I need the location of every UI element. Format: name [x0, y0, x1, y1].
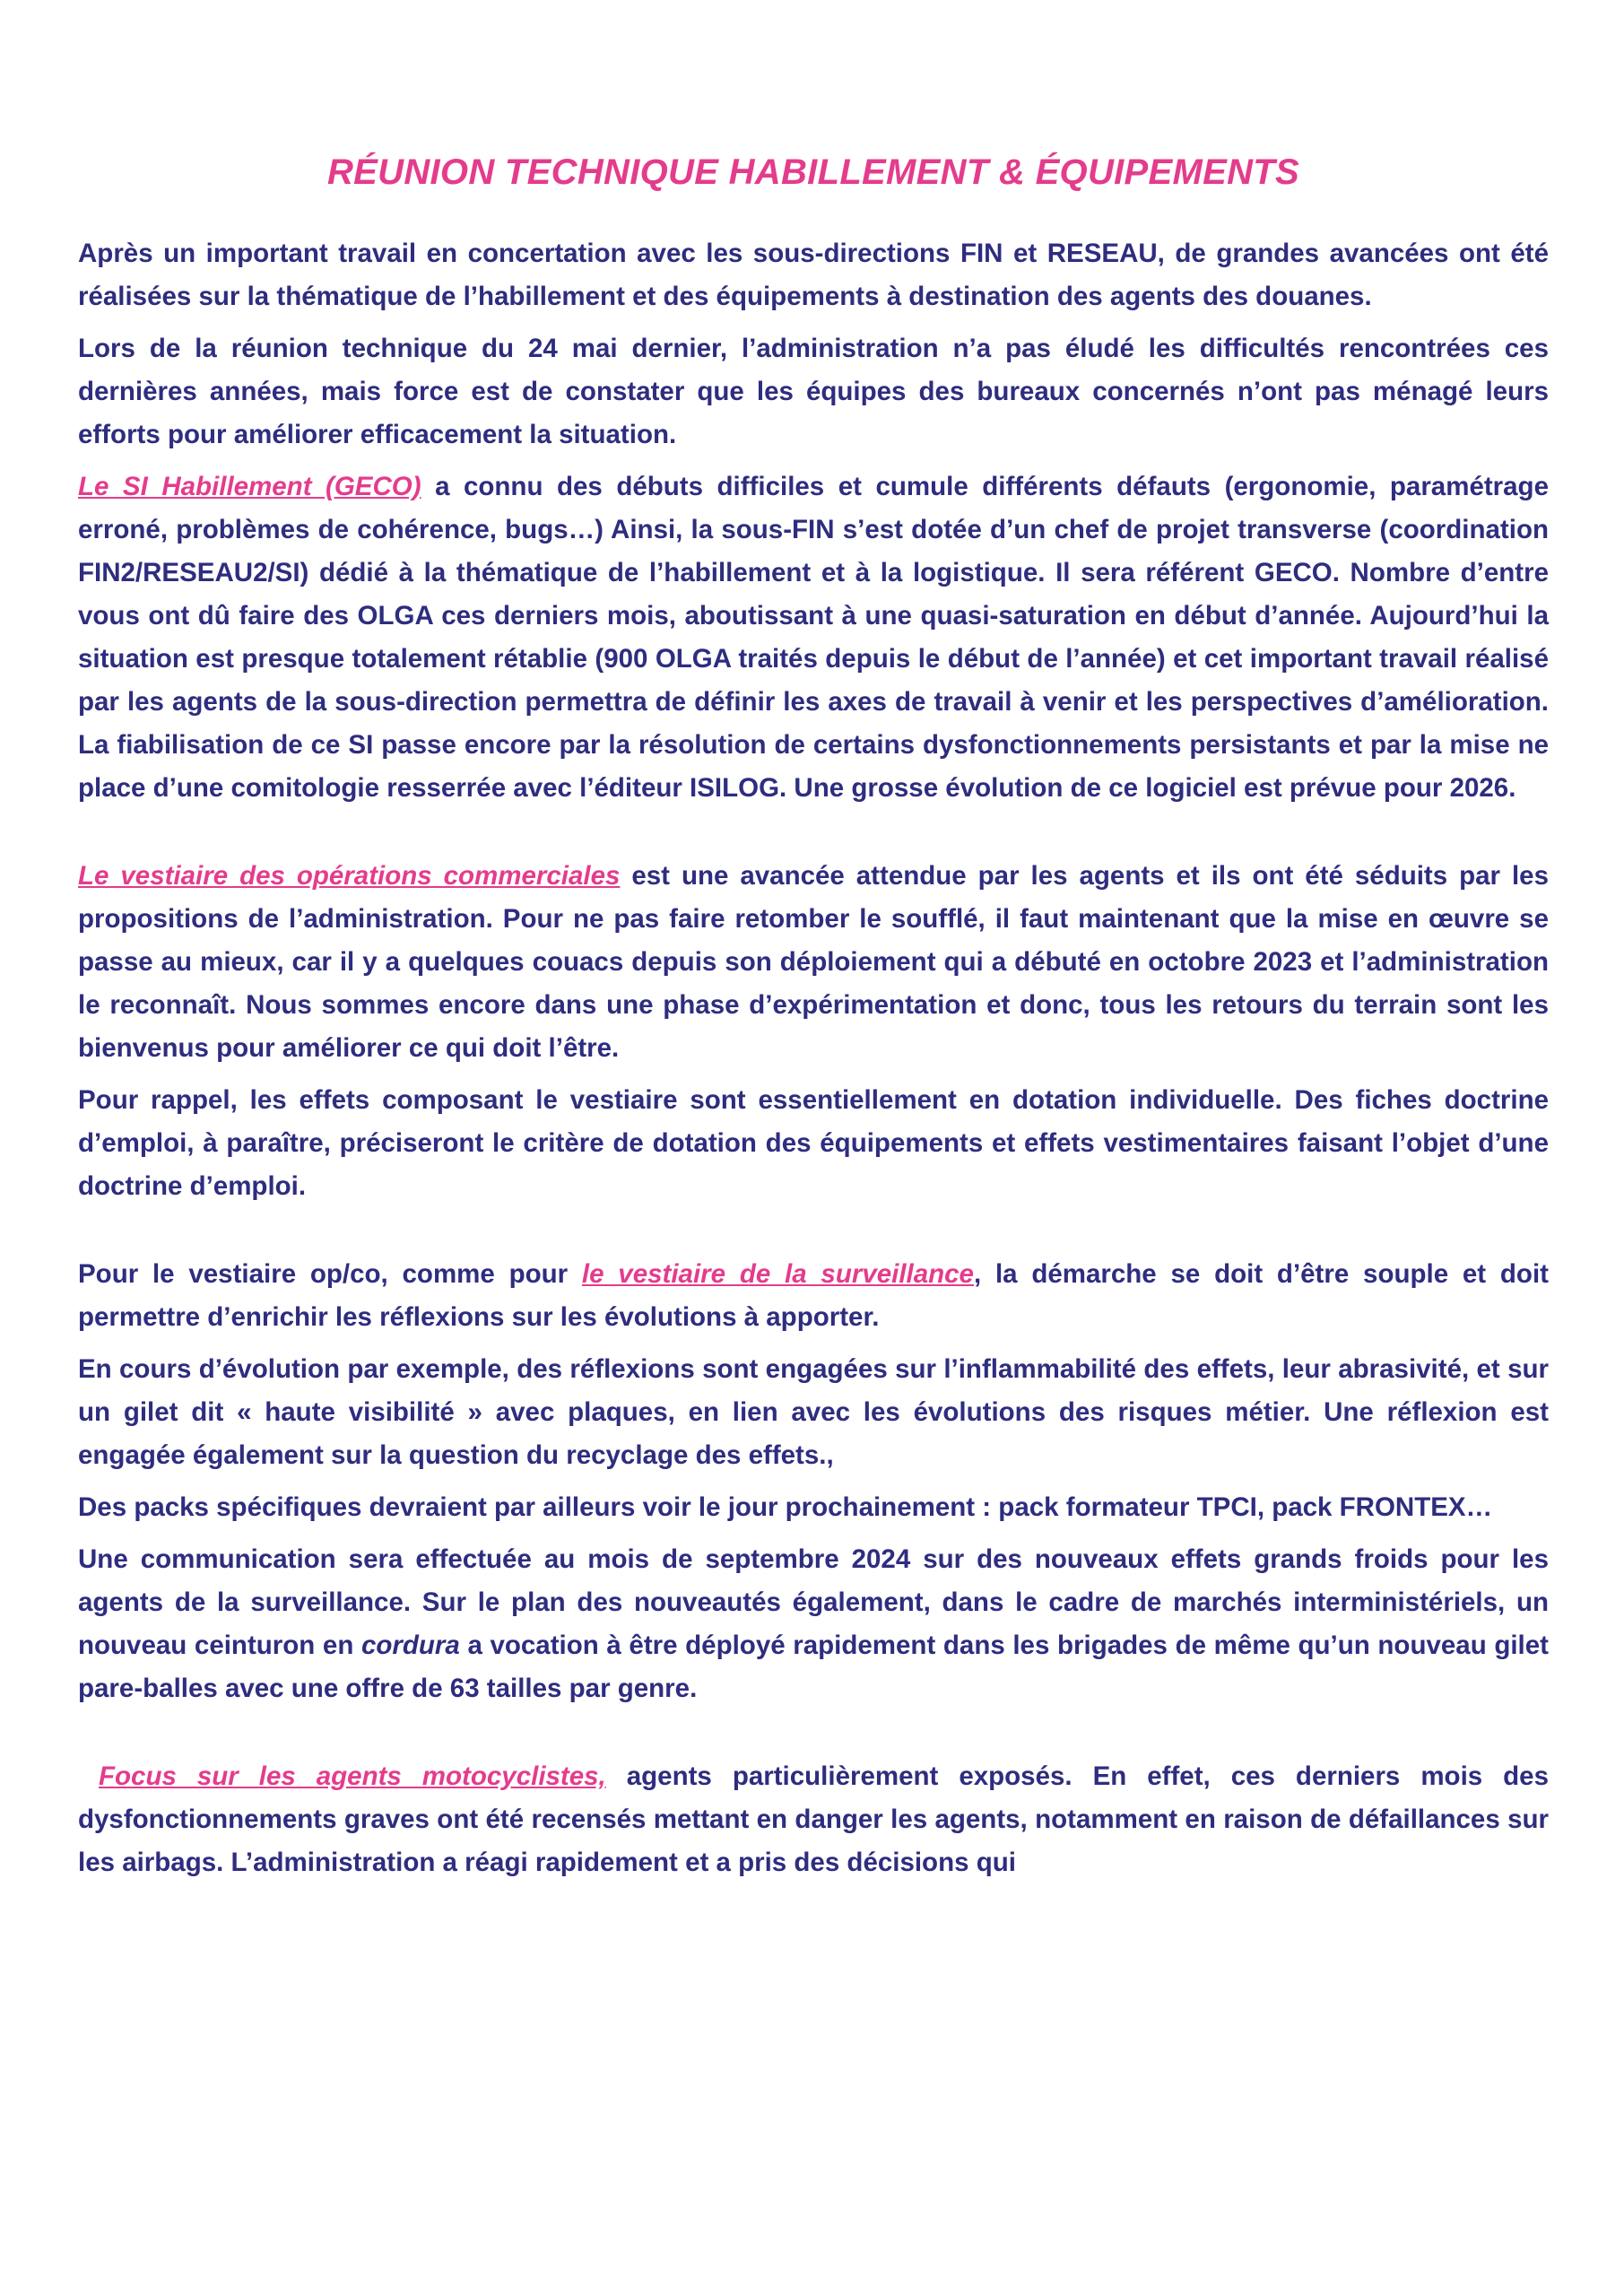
cordura-term: cordura: [360, 1631, 460, 1660]
paragraph-intro: Après un important travail en concertation avec les sous-directions FIN et RESEAU, de grandes avancées ont été réalisées sur la thématique de l’habillement et des équipements à destination des agents des douanes.: [78, 239, 1549, 311]
link-vestiaire-opco[interactable]: Le vestiaire des opérations commerciales: [78, 861, 621, 891]
paragraph-motocyclistes-text: agents particulièrement exposés. En effet, ces derniers mois des dysfonctionnements graves ont été recensés mettant en danger les agents, notamment en raison de défaillances sur les airbags. L’administration a réagi rapidement et a pris des décisions qui: [78, 1761, 1549, 1877]
paragraph-meeting: Lors de la réunion technique du 24 mai dernier, l’administration n’a pas éludé les difficultés rencontrées ces dernières années, mais force est de constater que les équipes des bureaux concernés n’ont pas ménagé leurs efforts pour améliorer efficacement la situation.: [78, 334, 1549, 449]
paragraph-communication-before: Une communication sera effectuée au mois de septembre 2024 sur des nouveaux effets grands froids pour les agents de la surveillance. Sur le plan des nouveautés également, dans le cadre de marchés interministériels, un nouveau ceinturon en: [78, 1544, 1549, 1660]
page-title: RÉUNION TECHNIQUE HABILLEMENT & ÉQUIPEMENTS: [326, 152, 1300, 192]
document-page: [78, 152, 1549, 1893]
link-si-habillement[interactable]: Le SI Habillement (GECO): [78, 472, 421, 501]
paragraph-vestiaire-surveillance-before: Pour le vestiaire op/co, comme pour: [78, 1259, 582, 1289]
paragraph-evolution: En cours d’évolution par exemple, des réflexions sont engagées sur l’inflammabilité des effets, leur abrasivité, et sur un gilet dit « haute visibilité » avec plaques, en lien avec les évolutions des risques métier. Une réflexion est engagée également sur la question du recyclage des effets.,: [78, 1354, 1549, 1470]
paragraph-packs: Des packs spécifiques devraient par ailleurs voir le jour prochainement : pack formateur TPCI, pack FRONTEX…: [78, 1492, 1493, 1522]
link-motocyclistes[interactable]: Focus sur les agents motocyclistes,: [99, 1761, 606, 1791]
paragraph-rappel: Pour rappel, les effets composant le vestiaire sont essentiellement en dotation individuelle. Des fiches doctrine d’emploi, à paraître, préciseront le critère de dotation des équipements et effets vestimentaires faisant l’objet d’une doctrine d’emploi.: [78, 1085, 1549, 1201]
paragraph-vestiaire-opco: [78, 855, 1549, 1070]
link-vestiaire-surveillance[interactable]: le vestiaire de la surveillance: [581, 1259, 974, 1289]
paragraph-communication: [78, 1538, 1549, 1710]
paragraph-vestiaire-opco-text: est une avancée attendue par les agents et ils ont été séduits par les propositions de l’administration. Pour ne pas faire retomber le soufflé, il faut maintenant que la mise en œuvre se passe au mieux, car il y a quelques couacs depuis son déploiement qui a débuté en octobre 2023 et l’administration le reconnaît. Nous sommes encore dans une phase d’expérimentation et donc, tous les retours du terrain sont les bienvenus pour améliorer ce qui doit l’être.: [78, 861, 1549, 1063]
paragraph-motocyclistes: [78, 1755, 1549, 1884]
paragraph-vestiaire-surveillance-after: , la démarche se doit d’être souple et doit permettre d’enrichir les réflexions sur les évolutions à apporter.: [78, 1259, 1549, 1332]
paragraph-si-habillement-text: a connu des débuts difficiles et cumule différents défauts (ergonomie, paramétrage erroné, problèmes de cohérence, bugs…) Ainsi, la sous-FIN s’est dotée d’un chef de projet transverse (coordination FIN2/RESEAU2/SI) dédié à la thématique de l’habillement et à la logistique. Il sera référent GECO. Nombre d’entre vous ont dû faire des OLGA ces derniers mois, aboutissant à une quasi-saturation en début d’année. Aujourd’hui la situation est presque totalement rétablie (900 OLGA traités depuis le début de l’année) et cet important travail réalisé par les agents de la sous-direction permettra de définir les axes de travail à venir et les perspectives d’amélioration. La fiabilisation de ce SI passe encore par la résolution de certains dysfonctionnements persistants et par la mise ne place d’une comitologie resserrée avec l’éditeur ISILOG. Une grosse évolution de ce logiciel est prévue pour 2026.: [78, 472, 1549, 803]
paragraph-si-habillement: [78, 465, 1549, 810]
paragraph-vestiaire-surveillance: [78, 1253, 1549, 1339]
paragraph-communication-after: a vocation à être déployé rapidement dans les brigades de même qu’un nouveau gilet pare-balles avec une offre de 63 tailles par genre.: [78, 1631, 1549, 1703]
